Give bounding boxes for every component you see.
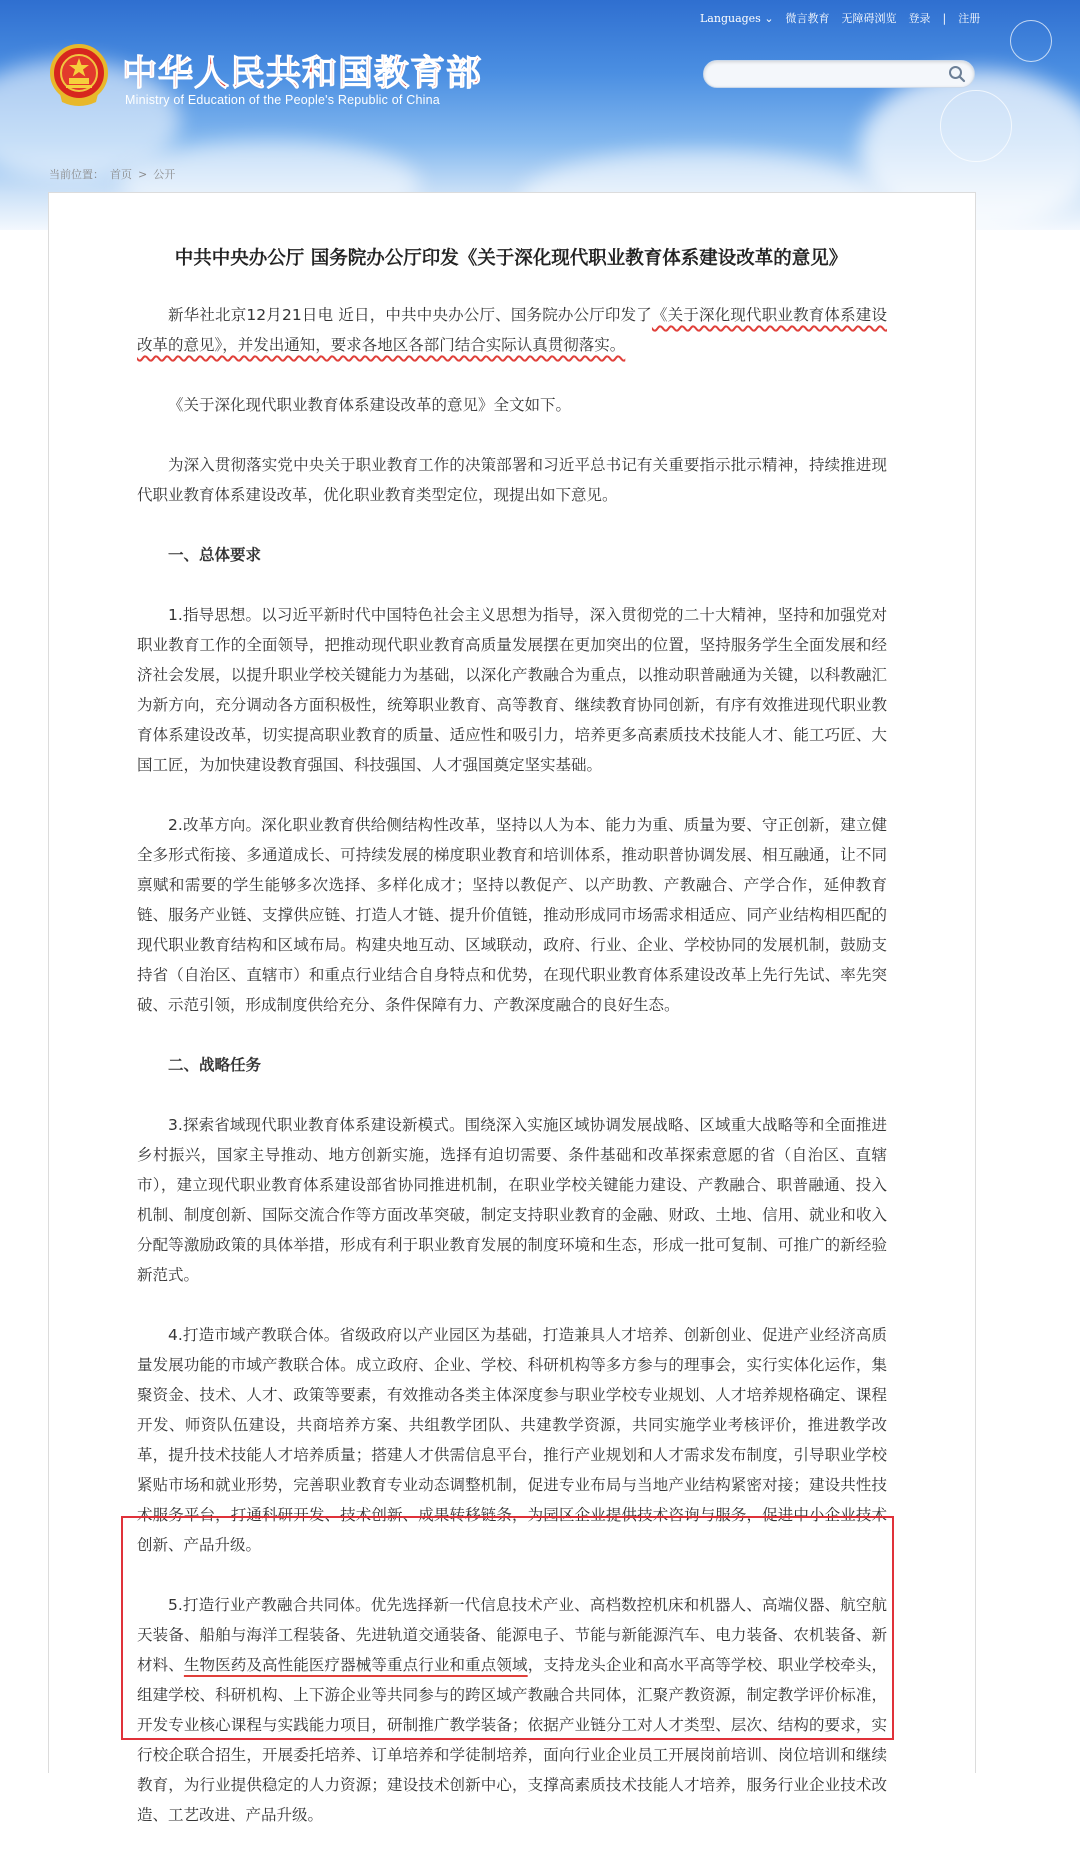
site-title[interactable]: 中华人民共和国教育部 xyxy=(122,54,483,94)
top-nav xyxy=(700,10,980,26)
paragraph-2: 2.改革方向。深化职业教育供给侧结构性改革，坚持以人为本、能力为重、质量为要、守正创新，建立健全多形式衔接、多通道成长、可持续发展的梯度职业教育和培训体系，推动职普协调发展、相互融通，让不同禀赋和需要的学生能够多次选择、多样化成才；坚持以教促产、以产助教、产教融合、产学合作，延伸教育链、服务产业链、支撑供应链、打造人才链、提升价值链，推动形成同市场需求相适应、同产业结构相匹配的现代职业教育结构和区域布局。构建央地互动、区域联动，政府、行业、企业、学校协同的发展机制，鼓励支持省（自治区、直辖市）和重点行业结合自身特点和优势，在现代职业教育体系建设改革上先行先试、率先突破、示范引领，形成制度供给充分、条件保障有力、产教深度融合的良好生态。 xyxy=(137,816,887,1014)
intro-paragraph: 为深入贯彻落实党中央关于职业教育工作的决策部署和习近平总书记有关重要指示批示精神，持续推进现代职业教育体系建设改革，优化职业教育类型定位，现提出如下意见。 xyxy=(137,456,887,504)
weibo-link[interactable]: 微言教育 xyxy=(785,12,830,25)
breadcrumb-home[interactable]: 首页 xyxy=(110,168,132,181)
site-subtitle: Ministry of Education of the People's Republic of China xyxy=(125,93,440,107)
paragraph-5-text-start: 5.打造行业产教融合共同体。优先选择新一代信息技术产业、高档数控机床和机器人、高端仪器、航空航天装备、船舶与海洋工程装备、先进轨道交通装备、能源电子、节能与新能源汽车、电力装备、农机装备、新材料、 xyxy=(137,1596,887,1674)
accessibility-link[interactable]: 无障碍浏览 xyxy=(841,12,897,25)
nav-separator: | xyxy=(942,11,947,25)
section-heading-2: 二、战略任务 xyxy=(168,1056,262,1074)
search-input[interactable] xyxy=(714,64,938,86)
lead-underlined-text: 《关于深化现代职业教育体系建设改革的意见》，并发出通知，要求各地区各部门结合实际认真贯彻落实。 xyxy=(137,306,887,354)
paragraph-3: 3.探索省域现代职业教育体系建设新模式。围绕深入实施区域协调发展战略、区域重大战略等和全面推进乡村振兴，国家主导推动、地方创新实施，选择有迫切需要、条件基础和改革探索意愿的省（自治区、直辖市），建立现代职业教育体系建设部省协同推进机制，在职业学校关键能力建设、产教融合、职普融通、投入机制、制度创新、国际交流合作等方面改革突破，制定支持职业教育的金融、财政、土地、信用、就业和收入分配等激励政策的具体举措，形成有利于职业教育发展的制度环境和生态，形成一批可复制、可推广的新经验新范式。 xyxy=(137,1116,887,1284)
breadcrumb xyxy=(49,166,175,182)
languages-label: Languages xyxy=(700,11,761,25)
dandelion-decoration xyxy=(940,90,1012,162)
paragraph-5-underlined-text: 生物医药及高性能医疗器械等重点行业和重点领域 xyxy=(183,1656,528,1674)
register-link[interactable]: 注册 xyxy=(958,12,981,25)
national-emblem-icon[interactable] xyxy=(50,44,108,106)
languages-menu[interactable] xyxy=(700,12,774,25)
login-link[interactable]: 登录 xyxy=(908,12,931,25)
fulltext-note: 《关于深化现代职业教育体系建设改革的意见》全文如下。 xyxy=(168,396,572,414)
breadcrumb-separator: > xyxy=(138,167,148,181)
paragraph-5-text-end: ，支持龙头企业和高水平高等学校、职业学校牵头，组建学校、科研机构、上下游企业等共同参与的跨区域产教融合共同体，汇聚产教资源，制定教学评价标准，开发专业核心课程与实践能力项目，研制推广教学装备；依据产业链分工对人才类型、层次、结构的要求，实行校企联合招生，开展委托培养、订单培养和学徒制培养，面向行业企业员工开展岗前培训、岗位培训和继续教育，为行业提供稳定的人力资源；建设技术创新中心，支撑高素质技术技能人才培养，服务行业企业技术改造、工艺改进、产品升级。 xyxy=(137,1656,887,1824)
lead-text: 新华社北京12月21日电 近日，中共中央办公厅、国务院办公厅印发了 xyxy=(168,306,652,324)
article-title: 中共中央办公厅 国务院办公厅印发《关于深化现代职业教育体系建设改革的意见》 xyxy=(174,248,848,269)
search-box xyxy=(703,60,975,88)
breadcrumb-current[interactable]: 公开 xyxy=(153,168,176,181)
lead-paragraph xyxy=(137,300,887,360)
paragraph-1: 1.指导思想。以习近平新时代中国特色社会主义思想为指导，深入贯彻党的二十大精神，坚持和加强党对职业教育工作的全面领导，把推动现代职业教育高质量发展摆在更加突出的位置，坚持服务学生全面发展和经济社会发展，以提升职业学校关键能力为基础，以深化产教融合为重点，以推动职普融通为关键，以科教融汇为新方向，充分调动各方面积极性，统筹职业教育、高等教育、继续教育协同创新，有序有效推进现代职业教育体系建设改革，切实提高职业教育的质量、适应性和吸引力，培养更多高素质技术技能人才、能工巧匠、大国工匠，为加快建设教育强国、科技强国、人才强国奠定坚实基础。 xyxy=(137,606,887,774)
paragraph-4: 4.打造市域产教联合体。省级政府以产业园区为基础，打造兼具人才培养、创新创业、促进产业经济高质量发展功能的市域产教联合体。成立政府、企业、学校、科研机构等多方参与的理事会，实行实体化运作，集聚资金、技术、人才、政策等要素，有效推动各类主体深度参与职业学校专业规划、人才培养规格确定、课程开发、师资队伍建设，共商培养方案、共组教学团队、共建教学资源，共同实施学业考核评价，推进教学改革，提升技术技能人才培养质量；搭建人才供需信息平台，推行产业规划和人才需求发布制度，引导职业学校紧贴市场和就业形势，完善职业教育专业动态调整机制，促进专业布局与当地产业结构紧密对接；建设共性技术服务平台，打通科研开发、技术创新、成果转移链条，为园区企业提供技术咨询与服务，促进中小企业技术创新、产品升级。 xyxy=(137,1326,887,1554)
article-body xyxy=(137,300,887,1860)
dandelion-decoration xyxy=(1010,20,1052,62)
chevron-down-icon: ⌄ xyxy=(764,11,774,25)
paragraph-5 xyxy=(137,1590,887,1830)
search-icon[interactable] xyxy=(948,65,966,83)
section-heading-1: 一、总体要求 xyxy=(168,546,262,564)
breadcrumb-prefix: 当前位置： xyxy=(49,168,104,181)
